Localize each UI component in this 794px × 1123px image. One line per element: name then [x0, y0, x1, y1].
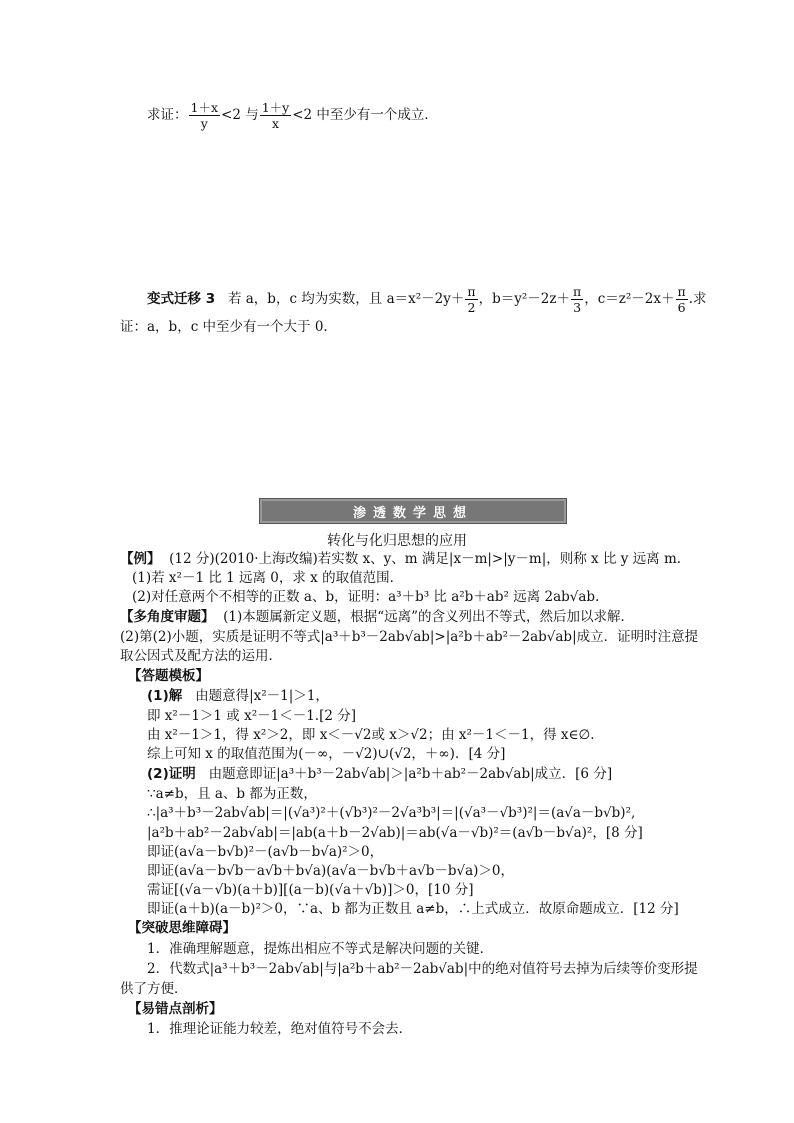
fraction-1 [189, 100, 221, 131]
template-s2-label: (2)证明 [147, 766, 196, 782]
fraction-2-numerator: 1＋y [261, 100, 290, 115]
section-banner-text: 渗透数学思想 [352, 505, 473, 521]
template-s1 [147, 687, 329, 705]
problem-line [147, 100, 438, 131]
breakthrough-p2: 2．代数式|a³＋b³－2ab√ab|与|a²b＋ab²－2ab√ab|中的绝对值符号去掉为后续等价变形提 [147, 961, 698, 977]
template-s1-text: 由题意得|x²－1|＞1， [195, 688, 329, 704]
fraction-1-denominator: y [200, 116, 208, 131]
template-s2-l5: 即证(a√a－b√b)²－(a√b－b√a)²＞0， [147, 844, 384, 860]
template-s2 [147, 765, 612, 783]
fraction-2-denominator: x [271, 116, 279, 131]
template-s1-l4: 综上可知 x 的取值范围为(－∞，－√2)∪(√2，＋∞)．[4 分] [147, 746, 506, 762]
example-line [120, 550, 681, 568]
section-title: 转化与化归思想的应用 [327, 533, 467, 549]
variant-line-2: 证：a，b，c 中至少有一个大于 0. [120, 319, 328, 335]
variant-text-a: 若 a，b，c 均为实数，且 a＝x²－2y＋ [227, 291, 465, 307]
analysis-line-3: 取公因式及配方法的运用． [120, 648, 282, 664]
template-s2-text: 由题意即证|a³＋b³－2ab√ab|＞|a²b＋ab²－2ab√ab|成立．[6 分] [208, 766, 613, 782]
breakthrough-p1: 1．准确理解题意，提炼出相应不等式是解决问题的关键． [147, 941, 494, 957]
analysis-line-1 [120, 608, 634, 626]
analysis-text-1: (1)本题属新定义题，根据“远离”的含义列出不等式，然后加以求解． [223, 609, 635, 625]
breakthrough-label: 【突破思维障碍】 [128, 920, 236, 936]
fraction-1-numerator: 1＋x [190, 100, 219, 115]
variant-line-1 [147, 284, 707, 315]
template-s1-l2: 即 x²－1＞1 或 x²－1＜－1.[2 分] [147, 708, 356, 724]
template-s2-l8: 即证(a＋b)(a－b)²＞0，∵a、b 都为正数且 a≠b，∴上式成立．故原命题成立．[12 分] [147, 901, 679, 917]
variant-text-b: ，b＝y²－2z＋ [478, 291, 570, 307]
problem-mid: <2 与 [221, 107, 259, 123]
pi-over-6: $\frac{\pi}{6}$ [677, 284, 686, 315]
variant-label: 变式迁移 3 [147, 291, 216, 307]
breakthrough-p2b: 供了方便． [120, 981, 188, 997]
errors-p1: 1．推理论证能力较差，绝对值符号不会去． [147, 1021, 413, 1037]
example-q1: (1)若 x²－1 比 1 远离 0，求 x 的取值范围． [132, 570, 404, 586]
template-s2-l3: ∴|a³＋b³－2ab√ab|＝|(√a³)²＋(√b³)²－2√a³b³|＝|(√a³－√b³)²|＝(a√a－b√b)², [147, 805, 636, 821]
variant-text-d: .求 [688, 291, 707, 307]
template-s2-l4: |a²b＋ab²－2ab√ab|＝|ab(a＋b－2√ab)|＝ab(√a－√b)²＝(a√b－b√a)²，[8 分] [147, 825, 643, 841]
template-s1-label: (1)解 [147, 688, 183, 704]
template-s2-l2: ∵a≠b，且 a、b 都为正数， [147, 786, 317, 802]
analysis-line-2: (2)第(2)小题，实质是证明不等式|a³＋b³－2ab√ab|>|a²b＋ab²－2ab√ab|成立．证明时注意提 [120, 629, 699, 645]
pi-over-2: $\frac{\pi}{2}$ [467, 284, 476, 315]
example-q2: (2)对任意两个不相等的正数 a、b，证明：a³＋b³ 比 a²b＋ab² 远离 2ab√ab. [132, 589, 600, 605]
fraction-2 [260, 100, 292, 131]
problem-suffix: <2 中至少有一个成立． [292, 107, 438, 123]
section-banner [259, 498, 567, 524]
template-s1-l3: 由 x²－1＞1，得 x²＞2，即 x＜－√2或 x＞√2；由 x²－1＜－1，得 x∈∅. [147, 727, 595, 743]
variant-text-c: ，c＝z²－2x＋ [584, 291, 675, 307]
example-label: 【例】 [120, 551, 161, 567]
problem-prefix: 求证： [147, 107, 188, 123]
template-s2-l6: 即证(a√a－b√b－a√b＋b√a)(a√a－b√b＋a√b－b√a)＞0， [147, 863, 514, 879]
template-s2-l7: 需证[(√a－√b)(a＋b)][(a－b)(√a＋√b)]＞0，[10 分] [147, 882, 474, 898]
errors-label: 【易错点剖析】 [128, 1001, 223, 1017]
pi-over-3: $\frac{\pi}{3}$ [573, 284, 582, 315]
analysis-label: 【多角度审题】 [120, 609, 215, 625]
example-text: (12 分)(2010·上海改编)若实数 x、y、m 满足|x－m|>|y－m|，则称 x 比 y 远离 m. [169, 551, 682, 567]
template-label: 【答题模板】 [128, 668, 209, 684]
